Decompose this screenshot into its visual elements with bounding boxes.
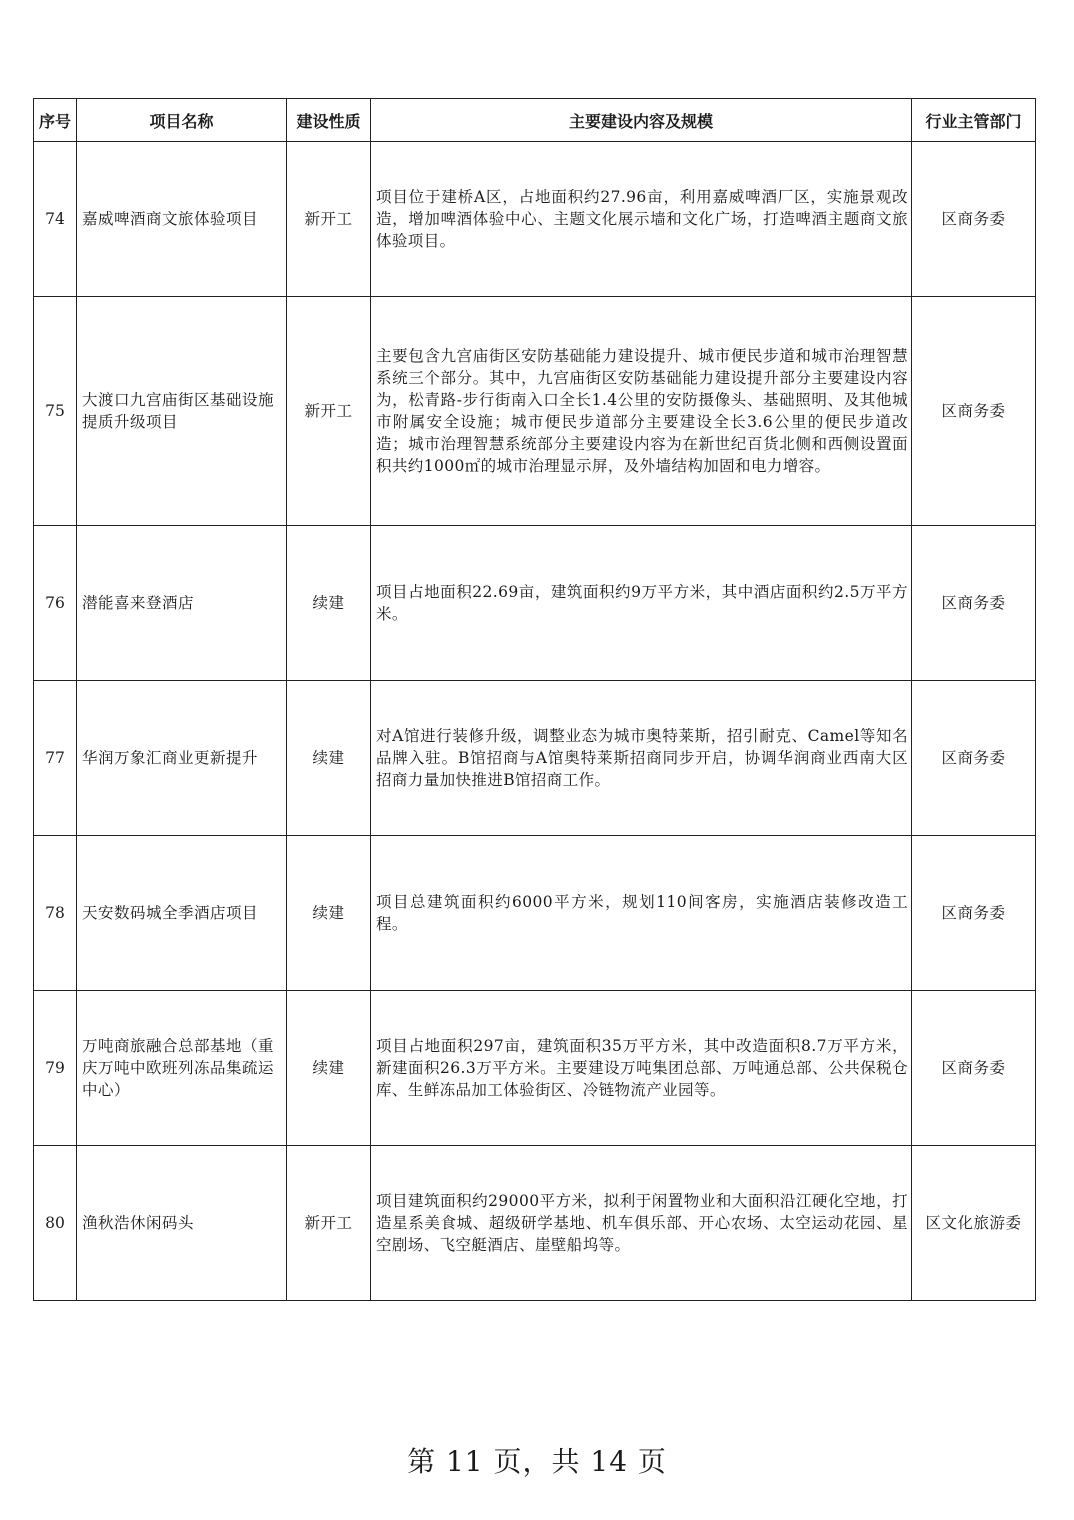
department: 区商务委	[912, 836, 1036, 991]
row-number: 79	[34, 991, 77, 1146]
row-number: 78	[34, 836, 77, 991]
project-name: 潜能喜来登酒店	[77, 526, 287, 681]
table-row	[34, 526, 1036, 681]
project-content: 项目总建筑面积约6000平方米，规划110间客房，实施酒店装修改造工程。	[371, 836, 912, 991]
header-no: 序号	[34, 99, 77, 142]
table-row	[34, 836, 1036, 991]
construction-type: 续建	[287, 991, 371, 1146]
construction-type: 续建	[287, 526, 371, 681]
project-content: 项目占地面积297亩，建筑面积35万平方米，其中改造面积8.7万平方米，新建面积26.3万平方米。主要建设万吨集团总部、万吨通总部、公共保税仓库、生鲜冻品加工体验街区、冷链物流产业园等。	[371, 991, 912, 1146]
construction-type: 续建	[287, 836, 371, 991]
table-row	[34, 142, 1036, 297]
project-content: 主要包含九宫庙街区安防基础能力建设提升、城市便民步道和城市治理智慧系统三个部分。其中，九宫庙街区安防基础能力建设提升部分主要建设内容为，松青路-步行街南入口全长1.4公里的安防摄像头、基础照明、及其他城市附属安全设施；城市便民步道部分主要建设全长3.6公里的便民步道改造；城市治理智慧系统部分主要建设内容为在新世纪百货北侧和西侧设置面积共约1000㎡的城市治理显示屏，及外墙结构加固和电力增容。	[371, 297, 912, 526]
project-content: 项目占地面积22.69亩，建筑面积约9万平方米，其中酒店面积约2.5万平方米。	[371, 526, 912, 681]
department: 区文化旅游委	[912, 1146, 1036, 1301]
construction-type: 续建	[287, 681, 371, 836]
header-type: 建设性质	[287, 99, 371, 142]
project-name: 渔秋浩休闲码头	[77, 1146, 287, 1301]
project-content: 对A馆进行装修升级，调整业态为城市奥特莱斯，招引耐克、Camel等知名品牌入驻。B馆招商与A馆奥特莱斯招商同步开启，协调华润商业西南大区招商力量加快推进B馆招商工作。	[371, 681, 912, 836]
table-row	[34, 297, 1036, 526]
department: 区商务委	[912, 142, 1036, 297]
construction-type: 新开工	[287, 142, 371, 297]
page-footer: 第 11 页，共 14 页	[407, 1445, 667, 1478]
project-name: 天安数码城全季酒店项目	[77, 836, 287, 991]
table-header-row	[34, 99, 1036, 142]
table-row	[34, 1146, 1036, 1301]
header-content: 主要建设内容及规模	[371, 99, 912, 142]
table-row	[34, 681, 1036, 836]
project-content: 项目位于建桥A区，占地面积约27.96亩，利用嘉威啤酒厂区，实施景观改造，增加啤酒体验中心、主题文化展示墙和文化广场，打造啤酒主题商文旅体验项目。	[371, 142, 912, 297]
project-name: 万吨商旅融合总部基地（重庆万吨中欧班列冻品集疏运中心）	[77, 991, 287, 1146]
department: 区商务委	[912, 297, 1036, 526]
row-number: 74	[34, 142, 77, 297]
project-name: 大渡口九宫庙街区基础设施提质升级项目	[77, 297, 287, 526]
row-number: 80	[34, 1146, 77, 1301]
department: 区商务委	[912, 681, 1036, 836]
row-number: 76	[34, 526, 77, 681]
project-content: 项目建筑面积约29000平方米，拟利于闲置物业和大面积沿江硬化空地，打造星系美食城、超级研学基地、机车俱乐部、开心农场、太空运动花园、星空剧场、飞空艇酒店、崖壁船坞等。	[371, 1146, 912, 1301]
project-table	[33, 98, 1036, 1301]
table-row	[34, 991, 1036, 1146]
header-name: 项目名称	[77, 99, 287, 142]
project-name: 嘉威啤酒商文旅体验项目	[77, 142, 287, 297]
department: 区商务委	[912, 526, 1036, 681]
construction-type: 新开工	[287, 1146, 371, 1301]
department: 区商务委	[912, 991, 1036, 1146]
row-number: 77	[34, 681, 77, 836]
project-name: 华润万象汇商业更新提升	[77, 681, 287, 836]
header-dept: 行业主管部门	[912, 99, 1036, 142]
construction-type: 新开工	[287, 297, 371, 526]
row-number: 75	[34, 297, 77, 526]
